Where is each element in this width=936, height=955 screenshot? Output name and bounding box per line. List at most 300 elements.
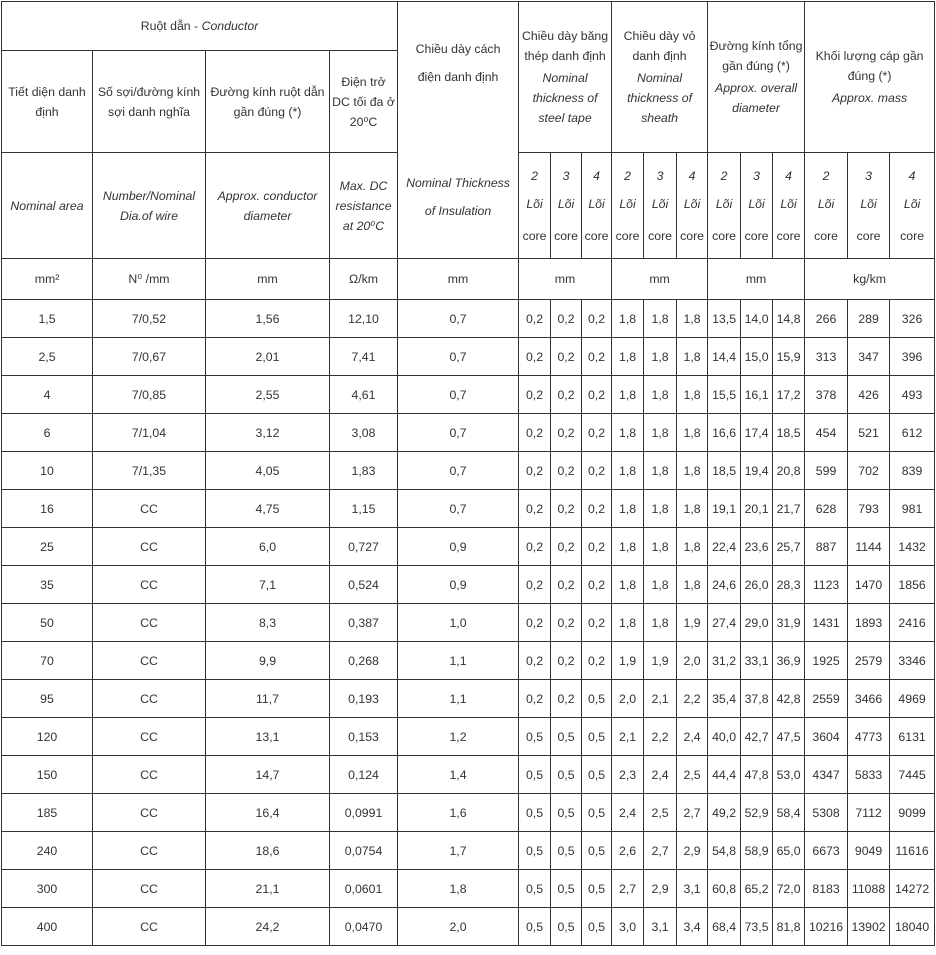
- overall-diameter-label-en: Approx. overall diameter: [715, 81, 798, 115]
- cell-overall-diameter-3-core: 20,1: [741, 490, 773, 528]
- cell-tape-2-core: 0,2: [519, 604, 551, 642]
- cell-tape-2-core: 0,5: [519, 794, 551, 832]
- cell-area: 95: [2, 680, 93, 718]
- cell-mass-2-core: 8183: [805, 870, 848, 908]
- cell-overall-diameter-3-core: 58,9: [741, 832, 773, 870]
- cell-tape-4-core: 0,5: [582, 718, 612, 756]
- cell-mass-2-core: 3604: [805, 718, 848, 756]
- cell-sheath-2-core: 1,8: [612, 566, 644, 604]
- cell-sheath-2-core: 2,0: [612, 680, 644, 718]
- table-row: [2, 452, 935, 490]
- core-label: core: [584, 228, 609, 243]
- core-label: core: [554, 228, 578, 243]
- cell-overall-diameter-4-core: 15,9: [773, 338, 805, 376]
- cell-tape-3-core: 0,2: [551, 452, 582, 490]
- core-label: core: [776, 228, 801, 243]
- cell-overall-diameter-3-core: 19,4: [741, 452, 773, 490]
- cell-insulation: 0,7: [398, 414, 519, 452]
- cell-mass-3-core: 289: [848, 300, 890, 338]
- cell-tape-4-core: 0,2: [582, 604, 612, 642]
- cell-sheath-3-core: 1,8: [644, 414, 677, 452]
- table-row: [2, 832, 935, 870]
- cell-area: 120: [2, 718, 93, 756]
- cell-area: 16: [2, 490, 93, 528]
- loi-label: Lõi: [715, 196, 733, 211]
- cell-mass-4-core: 326: [890, 300, 935, 338]
- unit-sheath: mm: [612, 259, 708, 300]
- tape-4-core-header: [582, 153, 612, 259]
- cell-overall-diameter-4-core: 36,9: [773, 642, 805, 680]
- conductor-group-en: Conductor: [201, 19, 259, 33]
- dc-resistance-en-cell: [330, 153, 398, 259]
- core-label: core: [900, 228, 925, 243]
- cell-overall-diameter-2-core: 44,4: [708, 756, 741, 794]
- cell-mass-2-core: 5308: [805, 794, 848, 832]
- cell-tape-2-core: 0,2: [519, 452, 551, 490]
- cell-resistance: 0,387: [330, 604, 398, 642]
- cell-mass-3-core: 13902: [848, 908, 890, 946]
- table-row: [2, 490, 935, 528]
- cell-wire: CC: [93, 908, 206, 946]
- loi-label: Lõi: [526, 196, 543, 211]
- cell-overall-diameter-2-core: 22,4: [708, 528, 741, 566]
- cell-sheath-4-core: 2,9: [677, 832, 708, 870]
- cell-tape-4-core: 0,5: [582, 756, 612, 794]
- cell-mass-4-core: 14272: [890, 870, 935, 908]
- cell-wire: CC: [93, 794, 206, 832]
- core-label: core: [814, 228, 839, 243]
- cell-area: 25: [2, 528, 93, 566]
- cell-area: 240: [2, 832, 93, 870]
- cell-overall-diameter-3-core: 15,0: [741, 338, 773, 376]
- cell-mass-4-core: 3346: [890, 642, 935, 680]
- cell-sheath-2-core: 1,8: [612, 414, 644, 452]
- table-row: [2, 718, 935, 756]
- cell-sheath-4-core: 1,8: [677, 452, 708, 490]
- cell-sheath-2-core: 2,3: [612, 756, 644, 794]
- cell-resistance: 0,0470: [330, 908, 398, 946]
- cell-tape-4-core: 0,2: [582, 566, 612, 604]
- cell-wire: CC: [93, 680, 206, 718]
- cell-mass-3-core: 1144: [848, 528, 890, 566]
- insulation-label-en: Nominal Thickness of Insulation: [406, 176, 510, 218]
- cell-area: 50: [2, 604, 93, 642]
- cell-area: 1,5: [2, 300, 93, 338]
- cell-sheath-2-core: 2,7: [612, 870, 644, 908]
- cell-overall-diameter-4-core: 31,9: [773, 604, 805, 642]
- core-label: core: [615, 228, 640, 243]
- cell-area: 2,5: [2, 338, 93, 376]
- cell-conductor-diameter: 4,75: [206, 490, 330, 528]
- cell-overall-diameter-4-core: 17,2: [773, 376, 805, 414]
- cell-overall-diameter-4-core: 53,0: [773, 756, 805, 794]
- cell-wire: 7/0,67: [93, 338, 206, 376]
- cell-area: 185: [2, 794, 93, 832]
- mass-3-core-header: [848, 153, 890, 259]
- cell-overall-diameter-2-core: 60,8: [708, 870, 741, 908]
- cell-conductor-diameter: 6,0: [206, 528, 330, 566]
- cell-area: 4: [2, 376, 93, 414]
- cell-tape-3-core: 0,2: [551, 680, 582, 718]
- cell-mass-2-core: 1431: [805, 604, 848, 642]
- cell-wire: CC: [93, 566, 206, 604]
- table-row: [2, 642, 935, 680]
- cell-overall-diameter-3-core: 52,9: [741, 794, 773, 832]
- conductor-diameter-vi-cell: [206, 51, 330, 153]
- loi-label: Lõi: [619, 196, 636, 211]
- cell-mass-4-core: 9099: [890, 794, 935, 832]
- core-count: 4: [908, 168, 916, 183]
- cell-tape-3-core: 0,2: [551, 376, 582, 414]
- cell-wire: CC: [93, 870, 206, 908]
- cell-tape-3-core: 0,5: [551, 756, 582, 794]
- nominal-area-label-vi: Tiết diện danh định: [8, 84, 86, 119]
- unit-wire: N⁰ /mm: [93, 259, 206, 300]
- number-dia-en-cell: [93, 153, 206, 259]
- cell-insulation: 1,6: [398, 794, 519, 832]
- core-count: 3: [753, 168, 760, 183]
- table-body: [2, 300, 935, 946]
- mass-4-core-header: [890, 153, 935, 259]
- core-count: 4: [785, 168, 792, 183]
- cell-mass-4-core: 2416: [890, 604, 935, 642]
- cell-mass-4-core: 396: [890, 338, 935, 376]
- cell-resistance: 1,15: [330, 490, 398, 528]
- cell-mass-3-core: 11088: [848, 870, 890, 908]
- cell-overall-diameter-2-core: 68,4: [708, 908, 741, 946]
- cable-spec-table: [1, 1, 935, 946]
- cell-overall-diameter-2-core: 54,8: [708, 832, 741, 870]
- cell-mass-3-core: 347: [848, 338, 890, 376]
- cell-insulation: 0,7: [398, 452, 519, 490]
- cell-insulation: 0,7: [398, 490, 519, 528]
- cell-tape-2-core: 0,2: [519, 338, 551, 376]
- cell-tape-2-core: 0,5: [519, 908, 551, 946]
- cell-resistance: 3,08: [330, 414, 398, 452]
- number-dia-label-vi: Số sợi/đường kính sợi danh nghĩa: [97, 84, 201, 119]
- cell-mass-3-core: 1893: [848, 604, 890, 642]
- cell-sheath-4-core: 1,8: [677, 376, 708, 414]
- core-label: core: [856, 228, 881, 243]
- cell-sheath-2-core: 3,0: [612, 908, 644, 946]
- nominal-area-vi-cell: [2, 51, 93, 153]
- core-count: 2: [720, 168, 728, 183]
- cell-tape-2-core: 0,2: [519, 642, 551, 680]
- cell-overall-diameter-2-core: 18,5: [708, 452, 741, 490]
- cell-conductor-diameter: 3,12: [206, 414, 330, 452]
- cell-tape-3-core: 0,5: [551, 870, 582, 908]
- cell-overall-diameter-2-core: 31,2: [708, 642, 741, 680]
- header-row-group: [2, 2, 935, 51]
- cell-resistance: 1,83: [330, 452, 398, 490]
- cell-tape-4-core: 0,2: [582, 642, 612, 680]
- unit-conductor-diameter: mm: [206, 259, 330, 300]
- cell-conductor-diameter: 4,05: [206, 452, 330, 490]
- cell-overall-diameter-3-core: 65,2: [741, 870, 773, 908]
- cell-mass-3-core: 426: [848, 376, 890, 414]
- cell-wire: 7/0,52: [93, 300, 206, 338]
- cell-mass-3-core: 702: [848, 452, 890, 490]
- cell-tape-3-core: 0,2: [551, 338, 582, 376]
- cell-overall-diameter-2-core: 16,6: [708, 414, 741, 452]
- table-header: [2, 2, 935, 300]
- cell-mass-3-core: 3466: [848, 680, 890, 718]
- cell-overall-diameter-2-core: 13,5: [708, 300, 741, 338]
- cell-tape-3-core: 0,5: [551, 794, 582, 832]
- cell-sheath-4-core: 3,1: [677, 870, 708, 908]
- cell-area: 400: [2, 908, 93, 946]
- cell-tape-2-core: 0,2: [519, 528, 551, 566]
- cell-tape-4-core: 0,2: [582, 452, 612, 490]
- cell-sheath-3-core: 2,7: [644, 832, 677, 870]
- cell-mass-4-core: 493: [890, 376, 935, 414]
- cell-insulation: 1,0: [398, 604, 519, 642]
- cell-mass-2-core: 599: [805, 452, 848, 490]
- unit-area: mm²: [2, 259, 93, 300]
- cell-wire: CC: [93, 832, 206, 870]
- cell-tape-3-core: 0,2: [551, 528, 582, 566]
- conductor-diameter-en-cell: [206, 153, 330, 259]
- cell-conductor-diameter: 7,1: [206, 566, 330, 604]
- cell-insulation: 1,4: [398, 756, 519, 794]
- cell-conductor-diameter: 2,01: [206, 338, 330, 376]
- cell-overall-diameter-2-core: 14,4: [708, 338, 741, 376]
- conductor-diameter-label-vi: Đường kính ruột dẫn gần đúng (*): [210, 84, 325, 119]
- cell-conductor-diameter: 1,56: [206, 300, 330, 338]
- steel-tape-label-en: Nominal thickness of steel tape: [532, 71, 598, 125]
- cell-mass-2-core: 454: [805, 414, 848, 452]
- insulation-label-vi: Chiều dày cách điện danh định: [415, 42, 501, 84]
- cell-overall-diameter-4-core: 42,8: [773, 680, 805, 718]
- cell-mass-3-core: 1470: [848, 566, 890, 604]
- mass-2-core-header: [805, 153, 848, 259]
- cell-sheath-2-core: 2,4: [612, 794, 644, 832]
- core-count: 2: [624, 168, 631, 183]
- cell-overall-diameter-3-core: 17,4: [741, 414, 773, 452]
- loi-label: Lõi: [817, 196, 835, 211]
- cell-tape-3-core: 0,2: [551, 604, 582, 642]
- cell-sheath-4-core: 1,8: [677, 566, 708, 604]
- cell-mass-2-core: 266: [805, 300, 848, 338]
- cell-sheath-4-core: 1,8: [677, 300, 708, 338]
- cell-resistance: 4,61: [330, 376, 398, 414]
- cell-tape-2-core: 0,5: [519, 870, 551, 908]
- cell-sheath-4-core: 2,2: [677, 680, 708, 718]
- cell-insulation: 1,7: [398, 832, 519, 870]
- cell-sheath-4-core: 1,8: [677, 414, 708, 452]
- cell-sheath-2-core: 2,1: [612, 718, 644, 756]
- cell-tape-3-core: 0,2: [551, 414, 582, 452]
- sheath-label-en: Nominal thickness of sheath: [627, 71, 693, 125]
- loi-label: Lõi: [903, 196, 921, 211]
- cell-tape-2-core: 0,2: [519, 414, 551, 452]
- cell-conductor-diameter: 9,9: [206, 642, 330, 680]
- cell-sheath-3-core: 1,8: [644, 338, 677, 376]
- table-row: [2, 908, 935, 946]
- cell-mass-2-core: 10216: [805, 908, 848, 946]
- cell-tape-2-core: 0,2: [519, 490, 551, 528]
- cell-insulation: 1,8: [398, 870, 519, 908]
- cell-conductor-diameter: 2,55: [206, 376, 330, 414]
- cell-wire: CC: [93, 642, 206, 680]
- core-count: 3: [656, 168, 664, 183]
- insulation-header: [398, 2, 519, 259]
- conductor-group-vi: Ruột dẫn -: [140, 19, 202, 33]
- cell-sheath-4-core: 2,0: [677, 642, 708, 680]
- table-row: [2, 756, 935, 794]
- cell-overall-diameter-2-core: 49,2: [708, 794, 741, 832]
- cell-mass-4-core: 11616: [890, 832, 935, 870]
- cell-overall-diameter-4-core: 47,5: [773, 718, 805, 756]
- sheath-header: [612, 2, 708, 153]
- core-count: 3: [562, 168, 570, 183]
- loi-label: Lõi: [683, 196, 701, 211]
- cell-sheath-3-core: 1,8: [644, 528, 677, 566]
- cell-overall-diameter-2-core: 24,6: [708, 566, 741, 604]
- cell-mass-2-core: 887: [805, 528, 848, 566]
- cell-conductor-diameter: 8,3: [206, 604, 330, 642]
- cell-conductor-diameter: 13,1: [206, 718, 330, 756]
- loi-label: Lõi: [588, 196, 605, 211]
- mass-label-en: Approx. mass: [831, 91, 908, 105]
- cell-tape-4-core: 0,5: [582, 680, 612, 718]
- mass-label-vi: Khối lượng cáp gần đúng (*): [815, 49, 924, 83]
- cell-sheath-3-core: 2,9: [644, 870, 677, 908]
- od-2-core-header: [708, 153, 741, 259]
- cell-insulation: 0,7: [398, 338, 519, 376]
- cell-area: 150: [2, 756, 93, 794]
- overall-diameter-label-vi: Đường kính tổng gần đúng (*): [709, 39, 803, 73]
- cell-resistance: 0,0754: [330, 832, 398, 870]
- cell-overall-diameter-4-core: 72,0: [773, 870, 805, 908]
- cell-tape-3-core: 0,5: [551, 908, 582, 946]
- core-label: core: [712, 228, 737, 243]
- cell-wire: CC: [93, 756, 206, 794]
- cell-resistance: 0,0601: [330, 870, 398, 908]
- cell-overall-diameter-3-core: 14,0: [741, 300, 773, 338]
- cell-wire: 7/1,04: [93, 414, 206, 452]
- cell-tape-4-core: 0,5: [582, 908, 612, 946]
- cell-mass-4-core: 7445: [890, 756, 935, 794]
- cell-overall-diameter-3-core: 37,8: [741, 680, 773, 718]
- od-4-core-header: [773, 153, 805, 259]
- cell-overall-diameter-3-core: 29,0: [741, 604, 773, 642]
- cell-sheath-3-core: 2,2: [644, 718, 677, 756]
- cell-mass-2-core: 6673: [805, 832, 848, 870]
- cell-conductor-diameter: 24,2: [206, 908, 330, 946]
- dc-resistance-label-vi: Điện trở DC tối đa ở 20⁰C: [332, 74, 395, 129]
- cell-tape-4-core: 0,2: [582, 300, 612, 338]
- cell-overall-diameter-2-core: 19,1: [708, 490, 741, 528]
- cell-insulation: 0,7: [398, 376, 519, 414]
- table-row: [2, 870, 935, 908]
- cell-tape-2-core: 0,2: [519, 300, 551, 338]
- cell-tape-4-core: 0,5: [582, 870, 612, 908]
- cell-overall-diameter-4-core: 65,0: [773, 832, 805, 870]
- cell-mass-3-core: 7112: [848, 794, 890, 832]
- loi-label: Lõi: [780, 196, 797, 211]
- loi-label: Lõi: [748, 196, 765, 211]
- cell-overall-diameter-2-core: 15,5: [708, 376, 741, 414]
- cell-insulation: 2,0: [398, 908, 519, 946]
- cell-sheath-4-core: 1,8: [677, 528, 708, 566]
- cell-tape-2-core: 0,2: [519, 376, 551, 414]
- cell-mass-2-core: 1925: [805, 642, 848, 680]
- cell-mass-2-core: 378: [805, 376, 848, 414]
- core-label: core: [648, 228, 673, 243]
- sheath-2-core-header: [612, 153, 644, 259]
- cell-tape-2-core: 0,2: [519, 566, 551, 604]
- cell-mass-4-core: 6131: [890, 718, 935, 756]
- steel-tape-label-vi: Chiều dày băng thép danh định: [521, 29, 609, 63]
- cell-mass-4-core: 839: [890, 452, 935, 490]
- core-label: core: [744, 228, 769, 243]
- nominal-area-label-en: Nominal area: [10, 198, 84, 213]
- cell-sheath-3-core: 1,8: [644, 566, 677, 604]
- cell-mass-4-core: 612: [890, 414, 935, 452]
- cell-overall-diameter-4-core: 18,5: [773, 414, 805, 452]
- cell-mass-4-core: 981: [890, 490, 935, 528]
- cell-tape-4-core: 0,5: [582, 794, 612, 832]
- core-count: 4: [593, 168, 600, 183]
- cell-wire: 7/0,85: [93, 376, 206, 414]
- cell-mass-3-core: 4773: [848, 718, 890, 756]
- cell-overall-diameter-4-core: 20,8: [773, 452, 805, 490]
- cell-sheath-3-core: 2,1: [644, 680, 677, 718]
- core-count: 2: [822, 168, 830, 183]
- cell-mass-2-core: 1123: [805, 566, 848, 604]
- cell-sheath-2-core: 2,6: [612, 832, 644, 870]
- cell-resistance: 0,153: [330, 718, 398, 756]
- table-row: [2, 338, 935, 376]
- cell-sheath-4-core: 2,5: [677, 756, 708, 794]
- cell-wire: CC: [93, 718, 206, 756]
- cell-tape-4-core: 0,2: [582, 490, 612, 528]
- cell-sheath-2-core: 1,8: [612, 604, 644, 642]
- cell-tape-4-core: 0,2: [582, 528, 612, 566]
- core-label: core: [522, 228, 547, 243]
- loi-label: Lõi: [557, 196, 575, 211]
- cell-resistance: 0,524: [330, 566, 398, 604]
- cell-sheath-4-core: 1,8: [677, 490, 708, 528]
- cell-insulation: 0,9: [398, 566, 519, 604]
- cell-mass-2-core: 313: [805, 338, 848, 376]
- cell-sheath-3-core: 1,8: [644, 490, 677, 528]
- mass-header: [805, 2, 935, 153]
- table-row: [2, 680, 935, 718]
- table-row: [2, 414, 935, 452]
- cell-resistance: 12,10: [330, 300, 398, 338]
- cell-mass-2-core: 4347: [805, 756, 848, 794]
- cell-mass-3-core: 5833: [848, 756, 890, 794]
- cell-overall-diameter-4-core: 25,7: [773, 528, 805, 566]
- cell-overall-diameter-4-core: 28,3: [773, 566, 805, 604]
- table-row: [2, 300, 935, 338]
- cell-overall-diameter-4-core: 58,4: [773, 794, 805, 832]
- cell-tape-3-core: 0,5: [551, 718, 582, 756]
- cell-conductor-diameter: 16,4: [206, 794, 330, 832]
- tape-3-core-header: [551, 153, 582, 259]
- cell-sheath-3-core: 2,5: [644, 794, 677, 832]
- cell-area: 35: [2, 566, 93, 604]
- cell-sheath-4-core: 3,4: [677, 908, 708, 946]
- cell-tape-2-core: 0,5: [519, 756, 551, 794]
- cell-overall-diameter-4-core: 81,8: [773, 908, 805, 946]
- cell-insulation: 1,1: [398, 642, 519, 680]
- cell-overall-diameter-3-core: 73,5: [741, 908, 773, 946]
- number-dia-vi-cell: [93, 51, 206, 153]
- table-row: [2, 376, 935, 414]
